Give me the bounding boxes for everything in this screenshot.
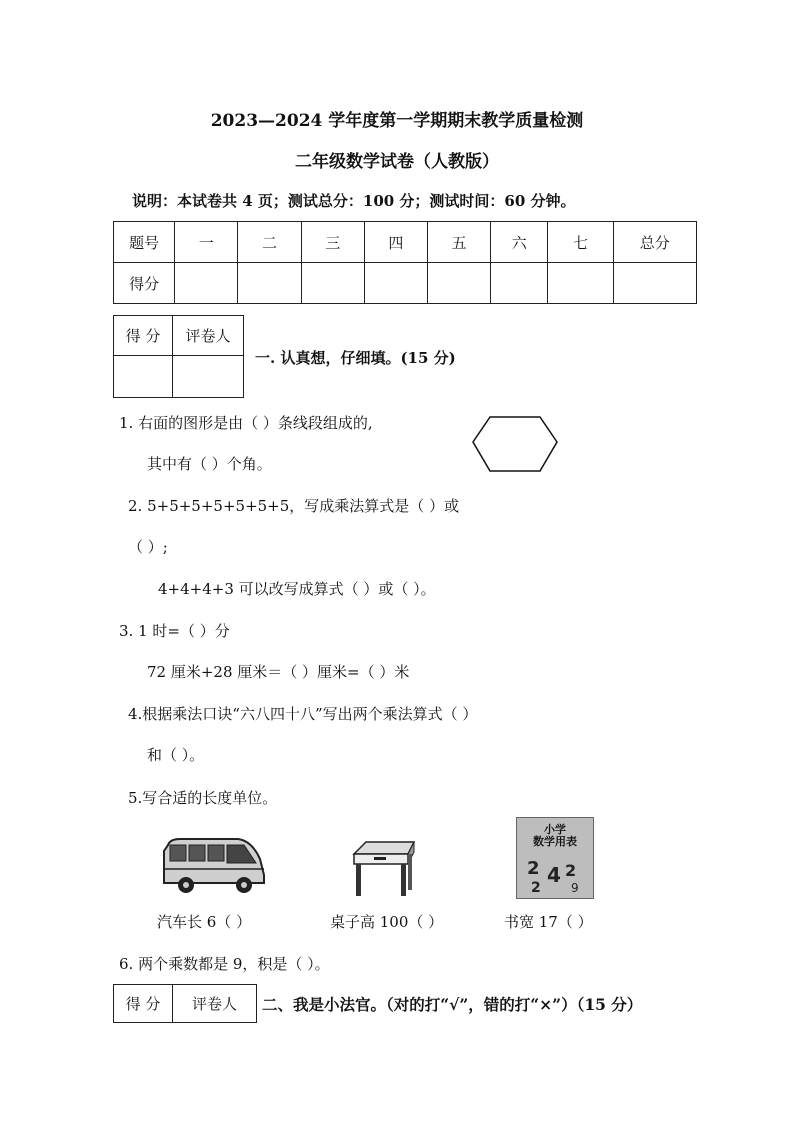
q5-line1: 5.写合适的长度单位。 [128, 789, 278, 807]
score-table [113, 221, 697, 304]
svg-text:2: 2 [565, 861, 577, 880]
svg-text:2: 2 [531, 880, 541, 896]
q4-line1: 4.根据乘法口诀“六八四十八”写出两个乘法算式（ ） [128, 705, 478, 723]
score-cell [238, 263, 301, 304]
score-header-cell: 四 [364, 222, 427, 263]
score-header-cell: 五 [428, 222, 491, 263]
q5-book-label: 书宽 17（ ） [504, 913, 593, 931]
desk-image [352, 840, 416, 898]
score-cell [175, 263, 238, 304]
grader-label: 评卷人 [173, 985, 257, 1023]
score-cell [428, 263, 491, 304]
grader-box-1 [113, 315, 244, 398]
book-cover-art [517, 848, 593, 898]
grader-score-cell [114, 356, 173, 398]
bus-image [160, 835, 268, 897]
q2-line3: 4+4+4+3 可以改写成算式（ ）或（ ）。 [158, 580, 436, 598]
score-header-cell: 题号 [114, 222, 175, 263]
score-cell [613, 263, 696, 304]
grader-score-label: 得 分 [114, 316, 173, 356]
q3-line2: 72 厘米+28 厘米＝（ ）厘米=（ ）米 [147, 663, 410, 681]
score-cell [301, 263, 364, 304]
q5-bus-label: 汽车长 6（ ） [157, 913, 252, 931]
q1-line2: 其中有（ ）个角。 [147, 455, 272, 473]
score-header-cell: 一 [175, 222, 238, 263]
q3-line1: 3. 1 时=（ ）分 [119, 622, 230, 640]
section1-title: 一. 认真想，仔细填。(15 分) [255, 349, 456, 367]
svg-text:2: 2 [527, 858, 540, 879]
score-header-cell: 七 [548, 222, 613, 263]
score-row-label: 得分 [114, 263, 175, 304]
svg-text:9: 9 [571, 881, 579, 895]
q6-line: 6. 两个乘数都是 9，积是（ ）。 [119, 955, 330, 973]
exam-note: 说明：本试卷共 4 页；测试总分：100 分；测试时间：60 分钟。 [132, 192, 576, 210]
score-header-cell: 二 [238, 222, 301, 263]
grader-box-2 [113, 984, 257, 1023]
exam-subtitle: 二年级数学试卷（人教版） [295, 152, 499, 172]
book-cover-title: 小学 数学用表 [533, 823, 577, 848]
book-image [516, 817, 594, 899]
pentagon-figure [470, 415, 560, 475]
q2-line1: 2. 5+5+5+5+5+5+5，写成乘法算式是（ ）或 [128, 497, 460, 515]
q2-line2: （ ）; [128, 538, 168, 556]
score-cell [491, 263, 548, 304]
q1-line1: 1. 右面的图形是由（ ）条线段组成的, [119, 414, 373, 432]
score-cell [364, 263, 427, 304]
grader-score-label: 得 分 [114, 985, 173, 1023]
svg-text:4: 4 [547, 863, 561, 887]
score-header-cell: 六 [491, 222, 548, 263]
score-header-cell: 三 [301, 222, 364, 263]
exam-title: 2023—2024 学年度第一学期期末教学质量检测 [210, 111, 584, 131]
grader-name-cell [173, 356, 244, 398]
section2-title: 二、我是小法官。（对的打“√”，错的打“×”）（15 分） [262, 995, 643, 1014]
grader-label: 评卷人 [173, 316, 244, 356]
q4-line2: 和（ ）。 [147, 746, 205, 764]
q5-desk-label: 桌子高 100（ ） [330, 913, 444, 931]
score-header-cell: 总分 [613, 222, 696, 263]
score-cell [548, 263, 613, 304]
